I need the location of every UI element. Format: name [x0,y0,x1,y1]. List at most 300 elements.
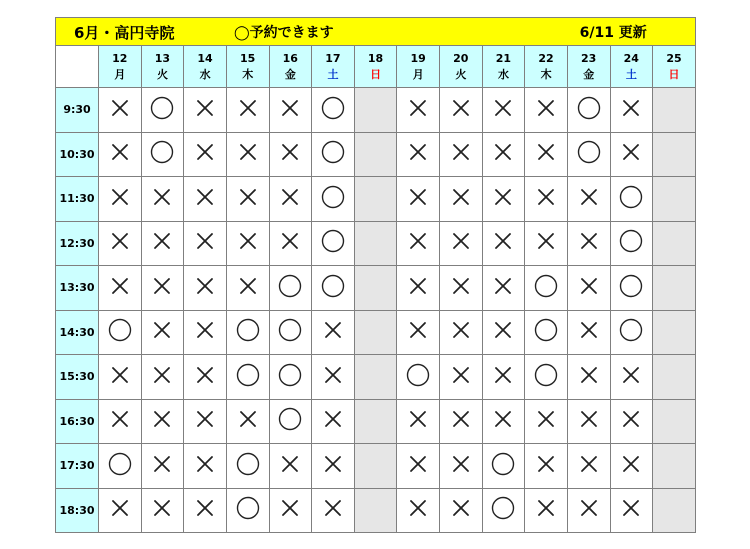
full-slot [269,488,312,533]
time-label: 12:30 [56,221,99,266]
weekday-label: 金 [284,67,296,81]
cross-icon [534,496,558,520]
time-slot-row [56,355,696,400]
cross-icon [534,96,558,120]
full-slot [184,310,227,355]
closed-cell [354,310,397,355]
full-slot [269,132,312,177]
date-header-18 [354,46,397,88]
full-slot [312,310,355,355]
full-slot [184,444,227,489]
full-slot [184,355,227,400]
circle-icon [406,363,430,387]
closed-cell [354,399,397,444]
circle-icon [619,185,643,209]
full-slot [567,488,610,533]
circle-icon [278,318,302,342]
full-slot [482,221,525,266]
closed-cell [653,310,696,355]
full-slot [525,132,568,177]
cross-icon [491,140,515,164]
cross-icon [449,274,473,298]
cross-icon [406,407,430,431]
day-number: 23 [581,51,597,65]
date-header-13 [141,46,184,88]
time-label: 13:30 [56,266,99,311]
full-slot [567,310,610,355]
circle-icon [534,318,558,342]
date-header-23 [567,46,610,88]
day-number: 19 [410,51,426,65]
full-slot [610,88,653,133]
cross-icon [491,363,515,387]
closed-cell [354,444,397,489]
cross-icon [108,496,132,520]
weekday-label: 木 [540,67,552,81]
cross-icon [108,229,132,253]
cross-icon [406,229,430,253]
cross-icon [193,363,217,387]
day-number: 14 [197,51,213,65]
cross-icon [193,274,217,298]
cross-icon [491,229,515,253]
full-slot [610,132,653,177]
time-label: 10:30 [56,132,99,177]
closed-cell [354,177,397,222]
weekday-label: 木 [242,67,254,81]
full-slot [141,221,184,266]
cross-icon [321,363,345,387]
full-slot [440,88,483,133]
full-slot [141,310,184,355]
available-slot [99,310,142,355]
closed-cell [653,355,696,400]
full-slot [567,355,610,400]
cross-icon [577,363,601,387]
cross-icon [577,496,601,520]
full-slot [440,355,483,400]
full-slot [567,444,610,489]
closed-cell [653,488,696,533]
cross-icon [321,318,345,342]
full-slot [397,488,440,533]
closed-cell [653,266,696,311]
available-slot [482,444,525,489]
full-slot [226,399,269,444]
full-slot [312,355,355,400]
circle-icon [534,363,558,387]
weekday-label: 金 [583,67,595,81]
full-slot [397,444,440,489]
time-slot-row [56,266,696,311]
full-slot [482,399,525,444]
day-number: 13 [154,51,171,65]
full-slot [269,221,312,266]
full-slot [397,88,440,133]
available-slot [226,488,269,533]
time-slot-row [56,88,696,133]
full-slot [482,355,525,400]
cross-icon [108,274,132,298]
cross-icon [278,185,302,209]
cross-icon [619,140,643,164]
closed-cell [354,132,397,177]
month-site-title: 6月・高円寺院 [74,24,175,42]
time-label: 15:30 [56,355,99,400]
full-slot [567,221,610,266]
cross-icon [577,274,601,298]
weekday-label: 月 [114,67,126,81]
circle-icon [278,363,302,387]
date-header-17 [312,46,355,88]
time-label: 18:30 [56,488,99,533]
circle-icon [278,274,302,298]
closed-cell [354,488,397,533]
cross-icon [278,452,302,476]
title-bar [56,18,696,46]
closed-cell [653,221,696,266]
circle-icon [491,452,515,476]
cross-icon [449,363,473,387]
date-header-24 [610,46,653,88]
full-slot [525,221,568,266]
full-slot [312,444,355,489]
cross-icon [534,452,558,476]
cross-icon [491,407,515,431]
available-slot [226,355,269,400]
circle-icon [321,274,345,298]
cross-icon [534,407,558,431]
circle-icon [619,274,643,298]
cross-icon [449,229,473,253]
day-number: 20 [453,51,469,65]
full-slot [525,399,568,444]
cross-icon [108,407,132,431]
full-slot [184,177,227,222]
cross-icon [449,452,473,476]
full-slot [610,399,653,444]
circle-icon [236,452,260,476]
circle-icon [534,274,558,298]
available-slot [312,177,355,222]
cross-icon [193,407,217,431]
cross-icon [321,496,345,520]
available-slot [525,355,568,400]
full-slot [99,355,142,400]
available-slot [482,488,525,533]
full-slot [99,177,142,222]
weekday-label: 土 [625,67,637,81]
time-slot-row [56,177,696,222]
circle-icon [491,496,515,520]
full-slot [141,399,184,444]
circle-icon [236,496,260,520]
cross-icon [491,274,515,298]
full-slot [440,399,483,444]
cross-icon [577,229,601,253]
full-slot [226,177,269,222]
available-slot [269,355,312,400]
full-slot [525,177,568,222]
full-slot [184,266,227,311]
cross-icon [321,407,345,431]
circle-icon [619,318,643,342]
time-slot-row [56,444,696,489]
full-slot [184,399,227,444]
weekday-label: 火 [156,67,168,81]
full-slot [312,399,355,444]
cross-icon [150,452,174,476]
available-slot [525,310,568,355]
cross-icon [236,96,260,120]
full-slot [397,132,440,177]
time-label: 14:30 [56,310,99,355]
full-slot [482,310,525,355]
weekday-label: 水 [497,67,509,81]
full-slot [99,266,142,311]
cross-icon [193,96,217,120]
full-slot [312,488,355,533]
full-slot [397,266,440,311]
available-slot [567,88,610,133]
time-label: 11:30 [56,177,99,222]
circle-icon [577,96,601,120]
circle-icon [150,140,174,164]
cross-icon [406,140,430,164]
cross-icon [193,185,217,209]
cross-icon [449,496,473,520]
full-slot [482,88,525,133]
circle-icon [236,363,260,387]
time-slot-row [56,399,696,444]
cross-icon [278,229,302,253]
cross-icon [577,318,601,342]
cross-icon [236,229,260,253]
circle-icon [278,407,302,431]
cross-icon [193,496,217,520]
date-header-25 [653,46,696,88]
cross-icon [150,496,174,520]
available-slot [312,221,355,266]
day-number: 15 [240,51,256,65]
circle-icon [619,229,643,253]
circle-icon [108,452,132,476]
day-number: 17 [325,51,341,65]
time-slot-row [56,221,696,266]
weekday-label: 日 [370,67,382,81]
full-slot [397,221,440,266]
cross-icon [150,229,174,253]
cross-icon [449,96,473,120]
available-slot [269,399,312,444]
closed-cell [653,177,696,222]
full-slot [99,221,142,266]
closed-cell [653,444,696,489]
weekday-label: 日 [668,67,680,81]
date-header-21 [482,46,525,88]
full-slot [184,488,227,533]
cross-icon [193,140,217,164]
closed-cell [354,221,397,266]
cross-icon [321,452,345,476]
full-slot [184,132,227,177]
full-slot [440,221,483,266]
cross-icon [491,185,515,209]
cross-icon [193,229,217,253]
date-header-19 [397,46,440,88]
available-slot [312,266,355,311]
date-header-row [56,46,696,88]
full-slot [184,88,227,133]
full-slot [397,310,440,355]
full-slot [226,132,269,177]
day-number: 16 [282,51,298,65]
cross-icon [577,185,601,209]
full-slot [610,355,653,400]
date-header-12 [99,46,142,88]
full-slot [440,266,483,311]
cross-icon [577,407,601,431]
time-slot-row [56,310,696,355]
cross-icon [619,496,643,520]
cross-icon [278,140,302,164]
full-slot [141,177,184,222]
cross-icon [619,96,643,120]
closed-cell [354,266,397,311]
cross-icon [406,96,430,120]
full-slot [482,177,525,222]
date-header-16 [269,46,312,88]
time-slot-row [56,488,696,533]
header-corner [56,46,99,88]
cross-icon [236,407,260,431]
full-slot [141,444,184,489]
cross-icon [406,452,430,476]
cross-icon [619,363,643,387]
full-slot [567,177,610,222]
cross-icon [150,318,174,342]
full-slot [269,444,312,489]
cross-icon [193,318,217,342]
circle-icon [577,140,601,164]
full-slot [440,310,483,355]
cross-icon [108,96,132,120]
available-slot [226,444,269,489]
cross-icon [406,185,430,209]
full-slot [226,266,269,311]
cross-icon [406,318,430,342]
closed-cell [653,132,696,177]
weekday-label: 水 [199,67,211,81]
time-label: 16:30 [56,399,99,444]
cross-icon [534,229,558,253]
date-header-14 [184,46,227,88]
cross-icon [449,318,473,342]
cross-icon [449,185,473,209]
time-slot-row [56,132,696,177]
cross-icon [278,96,302,120]
available-slot [610,310,653,355]
available-slot [269,310,312,355]
full-slot [99,132,142,177]
cross-icon [406,274,430,298]
full-slot [482,132,525,177]
cross-icon [278,496,302,520]
available-slot [141,88,184,133]
weekday-label: 火 [455,67,467,81]
cross-icon [108,185,132,209]
closed-cell [653,399,696,444]
cross-icon [449,140,473,164]
full-slot [226,221,269,266]
day-number: 21 [495,51,512,65]
cross-icon [491,318,515,342]
available-slot [312,132,355,177]
full-slot [567,399,610,444]
available-slot [397,355,440,400]
cross-icon [193,452,217,476]
day-number: 22 [538,51,554,65]
cross-icon [449,407,473,431]
cross-icon [108,363,132,387]
full-slot [99,488,142,533]
day-number: 12 [112,51,128,65]
available-slot [567,132,610,177]
day-number: 24 [623,51,639,65]
date-header-15 [226,46,269,88]
full-slot [482,266,525,311]
cross-icon [236,185,260,209]
cross-icon [619,452,643,476]
full-slot [99,88,142,133]
title-row [56,18,696,46]
cross-icon [150,363,174,387]
available-slot [312,88,355,133]
updated-date: 6/11 更新 [579,25,647,41]
full-slot [440,444,483,489]
cross-icon [619,407,643,431]
full-slot [269,177,312,222]
circle-icon [321,96,345,120]
full-slot [610,444,653,489]
weekday-label: 土 [327,67,339,81]
full-slot [525,88,568,133]
cross-icon [491,96,515,120]
available-slot [99,444,142,489]
time-label: 17:30 [56,444,99,489]
full-slot [141,488,184,533]
full-slot [141,355,184,400]
time-label: 9:30 [56,88,99,133]
circle-icon [150,96,174,120]
closed-cell [354,88,397,133]
cross-icon [534,140,558,164]
available-slot [226,310,269,355]
full-slot [99,399,142,444]
cross-icon [236,140,260,164]
available-slot [610,266,653,311]
cross-icon [406,496,430,520]
full-slot [440,177,483,222]
cross-icon [577,452,601,476]
circle-icon [321,185,345,209]
full-slot [269,88,312,133]
cross-icon [150,407,174,431]
cross-icon [150,274,174,298]
full-slot [440,132,483,177]
full-slot [226,88,269,133]
cross-icon [534,185,558,209]
